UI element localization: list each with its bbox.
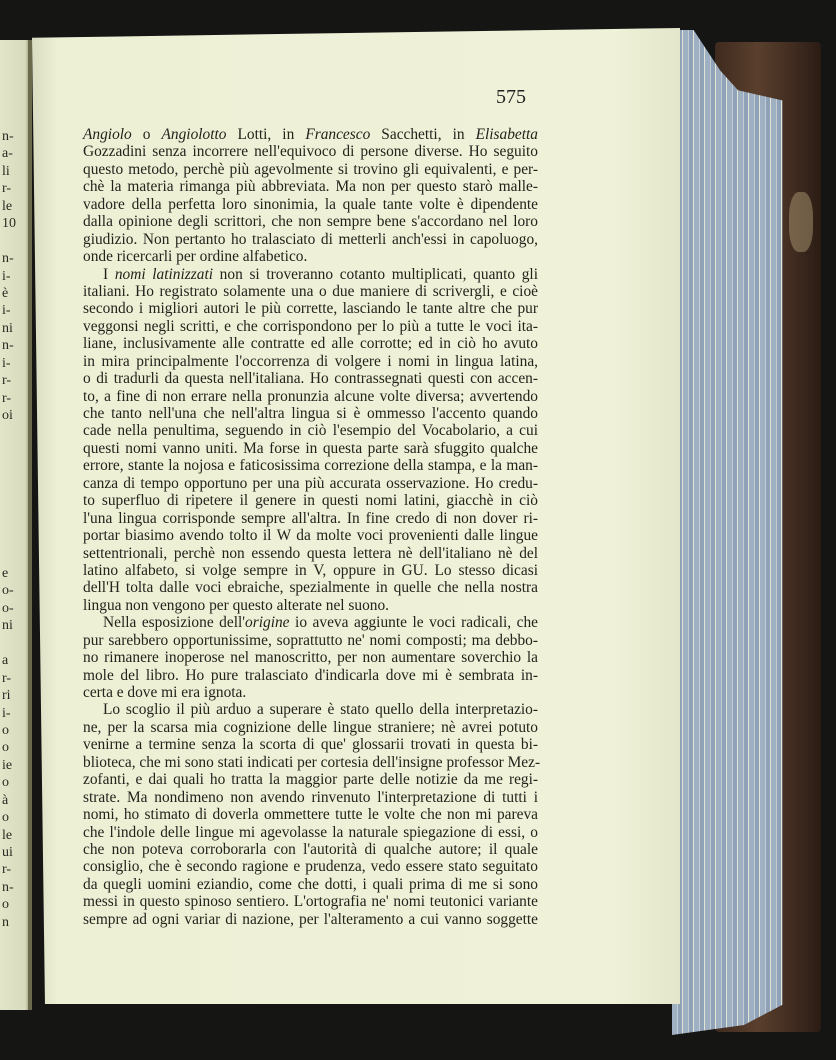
left-page-fragment: o-: [2, 600, 14, 616]
text-line: [83, 266, 538, 283]
text-line: [83, 719, 538, 736]
text-line: [83, 841, 538, 858]
text-line: [83, 126, 538, 143]
text-segment: Lo scoglio il più arduo a superare è stato quello della interpretazio-: [103, 701, 538, 719]
text-line: [83, 213, 538, 230]
text-line: [83, 614, 538, 631]
left-page-fragment: n-: [2, 251, 14, 267]
left-page-fragment: r-: [2, 670, 12, 686]
text-segment: dell'H tolta dalle voci ebraiche, spezialmente in quelle che nella nostra: [83, 579, 538, 597]
text-segment: giudizio. Non pertanto ho tralasciato di metterli anch'essi in capoluogo,: [83, 230, 538, 248]
italic-term: nomi latinizzati: [114, 265, 213, 283]
text-segment: strate. Ma nondimeno non avendo rinvenuto l'interpretazione di tutti i: [83, 788, 538, 806]
text-segment: latino alfabeto, si volge sempre in V, oppure in GU. Lo stesso dicasi: [83, 561, 538, 579]
text-line: [83, 701, 538, 718]
text-segment: Lotti, in: [226, 126, 306, 143]
left-page-fragment: r-: [2, 373, 12, 389]
text-line: [83, 579, 538, 596]
left-page-fragment: i-: [2, 355, 11, 371]
text-segment: non si troveranno cotanto multiplicati, quanto gli: [213, 265, 538, 283]
text-line: [83, 457, 538, 474]
text-segment: certa e dove mi era ignota.: [83, 684, 247, 701]
text-segment: canza di tempo opportuno per una più accurata osservazione. Ho credu-: [83, 474, 538, 492]
text-segment: chè la materia rimanga più abbreviata. Ma non per questo starò malle-: [83, 178, 538, 196]
text-line: [83, 283, 538, 300]
left-page-fragment: oi: [2, 408, 13, 423]
text-line: [83, 510, 538, 527]
text-segment: onde ricercarli per ordine alfabetico.: [83, 248, 308, 266]
text-line: [83, 440, 538, 457]
text-line: [83, 248, 538, 265]
text-line: [83, 492, 538, 509]
text-segment: no rimanere inoperose nel manoscritto, per non aumentare soverchio la: [83, 649, 538, 667]
text-line: [83, 649, 538, 666]
text-segment: consiglio, che è secondo ragione e prudenza, vedo essere stato seguitato: [83, 858, 538, 876]
text-segment: questo metodo, perchè più agevolmente si trovino gli equivalenti, e per-: [83, 160, 538, 178]
left-page-fragment: o: [2, 722, 9, 738]
text-segment: to superfluo di ripetere il genere in questi nomi latini, giacchè in ciò: [83, 492, 538, 510]
text-line: [83, 318, 538, 335]
text-segment: dalla opinione degli scrittori, che non sempre bene s'accordano nel loro: [83, 213, 538, 231]
body-text: [83, 126, 541, 928]
left-page-fragment: r-: [2, 181, 12, 197]
text-line: [83, 370, 538, 387]
left-page-fragments-bottom: [2, 565, 14, 931]
text-line: [83, 161, 538, 178]
left-page-fragment: ri: [2, 688, 11, 704]
text-line: [83, 876, 538, 893]
page-number: 575: [496, 86, 526, 108]
left-page-fragment: à: [2, 792, 9, 808]
left-page-fragment: o-: [2, 583, 14, 599]
left-page-fragment: n-: [2, 338, 14, 354]
text-line: [83, 422, 538, 439]
text-segment: errore, stante la nojosa e faticosissima correzione della stampa, e la man-: [83, 457, 538, 475]
text-segment: portar biasimo avendo tolto il W da molte voci provenienti dalle lingue: [83, 527, 538, 545]
left-page-fragment: 10: [2, 216, 16, 232]
left-page-fragment: o: [2, 897, 9, 913]
left-page-fragment: o: [2, 740, 9, 756]
text-segment: Nella esposizione dell': [103, 614, 246, 632]
text-segment: o di tradurli da questa nell'italiana. Ho contrassegnati questi con accen-: [83, 370, 538, 388]
text-segment: vadore della perfetta loro sinonimia, la quale tante volte è dipendente: [83, 195, 538, 213]
italic-term: Elisabetta: [475, 126, 538, 143]
text-segment: blioteca, che mi sono stati indicati per cortesia dell'insigne professor Mez-: [83, 753, 541, 771]
left-page-fragment: i-: [2, 705, 11, 721]
text-segment: che tanto nell'una che nell'altra lingua si è ommesso l'accento quando: [83, 405, 538, 422]
text-segment: lingua non vengono per questo alterate nel suono.: [83, 596, 390, 614]
text-line: [83, 667, 538, 684]
text-line: [83, 527, 538, 544]
text-line: [83, 893, 538, 910]
text-segment: che l'indole delle lingue mi agevolasse la naturale spiegazione di essi, o: [83, 823, 538, 841]
text-segment: settentrionali, perchè non essendo questa lettera nè dell'italiano nè del: [83, 544, 538, 562]
text-segment: che non poteva corroborarla con l'autorità di qualche autore; il quale: [83, 840, 538, 858]
left-page-fragment: [2, 635, 14, 652]
left-page-fragment: n-: [2, 129, 14, 144]
text-segment: sempre ad ogni variar di nazione, per l'alteramento a cui vanno soggette: [83, 910, 538, 928]
left-page-fragment: r-: [2, 390, 12, 406]
text-line: [83, 231, 538, 248]
text-segment: veggonsi negli scritti, e che corrispondono per lo più a tutte le voci ita-: [83, 317, 538, 335]
left-page-fragment: a-: [2, 146, 13, 162]
left-page-fragment: ui: [2, 845, 13, 860]
left-page-fragment: ni: [2, 320, 13, 336]
left-page-fragment: n: [2, 914, 9, 930]
text-segment: pur sarebbero opportunissime, soprattutto ne' nomi composti; ma debbo-: [83, 631, 538, 649]
left-page-fragment: le: [2, 827, 13, 843]
text-segment: messi in questo spinoso sentiero. L'ortografia ne' nomi teutonici variante: [83, 893, 538, 911]
left-page-fragment: ie: [2, 757, 13, 773]
left-page-fragment: e: [2, 566, 9, 581]
text-line: [83, 300, 538, 317]
left-page-fragment: n-: [2, 879, 14, 895]
left-page-fragment: o: [2, 810, 9, 826]
left-page-fragment: a: [2, 653, 9, 669]
text-line: [83, 545, 538, 562]
text-segment: I: [103, 265, 115, 283]
text-line: [83, 353, 538, 370]
left-page-fragment: [2, 233, 16, 250]
text-segment: Gozzadini senza incorrere nell'equivoco di persone diverse. Ho seguito: [83, 143, 538, 161]
text-line: [83, 858, 538, 875]
left-page-fragment: è: [2, 285, 9, 301]
text-segment: questi nomi vanno uniti. Ma forse in questa parte sarà sfuggito qualche: [83, 439, 538, 457]
text-line: [83, 789, 538, 806]
text-segment: liane, inclusivamente alle contratte ed alle corrotte; ed in ciò ho avuto: [83, 335, 538, 353]
text-line: [83, 753, 541, 771]
text-line: [83, 911, 538, 928]
text-segment: ne, per la scarsa mia cognizione delle lingue straniere; nè avrei potuto: [83, 718, 538, 736]
text-segment: venirne a termine senza la scorta di que' glossarii trovati in questa bi-: [83, 736, 538, 754]
text-segment: o: [131, 126, 162, 143]
text-line: [83, 597, 538, 614]
text-segment: Sacchetti, in: [370, 126, 476, 143]
text-segment: in mira principalmente l'occorrenza di volgere i nomi in lingua latina,: [83, 352, 538, 370]
italic-term: Angiolotto: [161, 126, 227, 143]
italic-term: origine: [245, 614, 290, 632]
italic-term: Francesco: [305, 126, 371, 143]
text-line: [83, 632, 538, 649]
text-line: [83, 335, 538, 352]
text-line: [83, 684, 538, 701]
text-line: [83, 143, 538, 160]
gutter: [28, 40, 32, 1010]
left-page-fragment: li: [2, 163, 10, 179]
text-segment: nomi, ho stimato di doverla ommettere tutte le volte che non mi pareva: [83, 806, 538, 824]
text-segment: to, a fine di non errare nella pronunzia alcune volte diversa; avvertendo: [83, 387, 538, 405]
text-line: [83, 736, 538, 753]
text-line: [83, 405, 538, 422]
italic-term: Angiolo: [83, 126, 132, 143]
text-line: [83, 771, 538, 788]
text-line: [83, 196, 538, 213]
left-page-fragment: i-: [2, 268, 11, 284]
page-edges: [672, 30, 792, 1035]
text-segment: secondo i migliori autori le più corrette, lasciando le tante altre che pur: [83, 300, 538, 318]
text-segment: zofanti, e dai quali ho tratta la maggior parte delle notizie da me regi-: [83, 771, 538, 789]
left-page-fragment: o: [2, 775, 9, 791]
text-line: [83, 388, 538, 405]
text-line: [83, 475, 538, 492]
text-segment: mole del libro. Ho pure tralasciato d'indicarla dove mi è sembrata in-: [83, 666, 538, 684]
text-segment: da quegli uomini eziandio, come che dotti, i quali prima di me si sono: [83, 875, 538, 893]
text-line: [83, 806, 538, 823]
text-segment: io aveva aggiunte le voci radicali, che: [289, 614, 538, 632]
left-page-fragment: le: [2, 198, 13, 214]
text-line: [83, 824, 538, 841]
text-segment: italiani. Ho registrato solamente una o due maniere di scrivergli, e cioè: [83, 282, 538, 300]
cover-wear: [789, 192, 813, 252]
left-page-fragment: r-: [2, 862, 12, 878]
text-segment: cade nella penultima, seguendo in ciò l'esempio del Vocabolario, a cui: [83, 422, 538, 440]
text-line: [83, 562, 538, 579]
left-page-fragment: i-: [2, 303, 11, 319]
left-page-fragment: ni: [2, 618, 13, 634]
left-page-fragments-top: [2, 128, 16, 424]
text-line: [83, 178, 538, 195]
text-segment: l'una lingua corrisponde sempre all'altra. In fine credo di non dover ri-: [83, 509, 538, 527]
